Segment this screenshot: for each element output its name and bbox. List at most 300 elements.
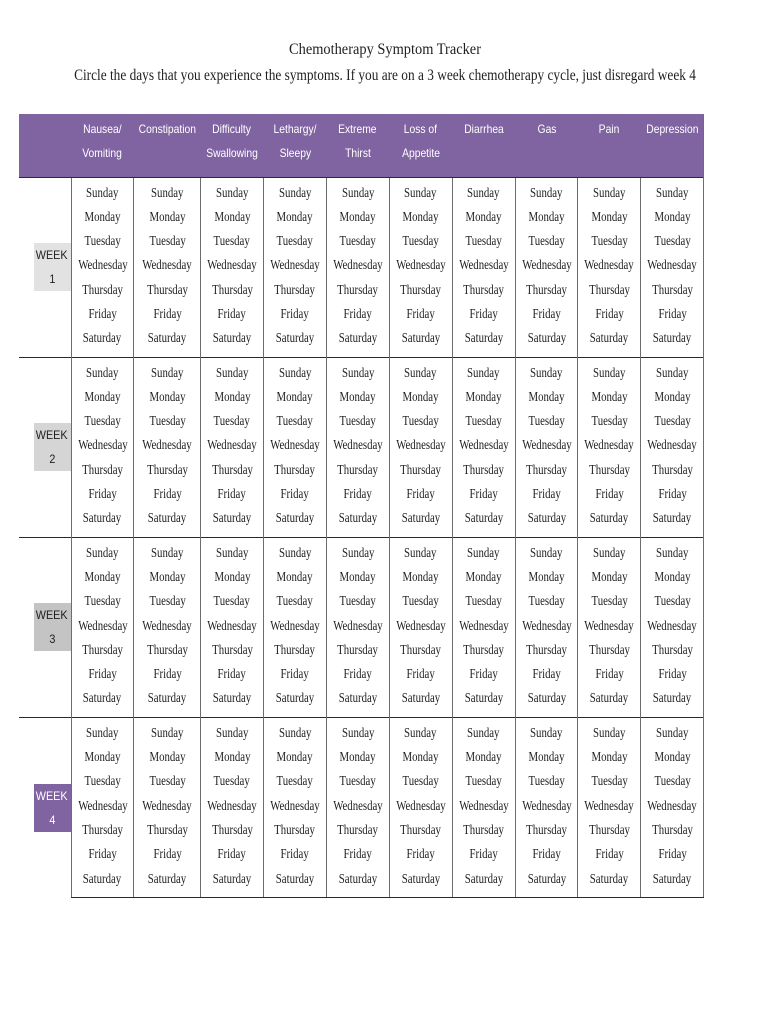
day-option[interactable]: Tuesday: [339, 233, 376, 249]
day-option[interactable]: Monday: [654, 208, 691, 224]
day-option[interactable]: Sunday: [593, 724, 626, 740]
day-option[interactable]: Saturday: [275, 330, 315, 346]
day-option[interactable]: Sunday: [593, 364, 626, 380]
day-option[interactable]: Wednesday: [647, 437, 698, 453]
day-option[interactable]: Saturday: [212, 330, 252, 346]
day-option[interactable]: Thursday: [526, 461, 567, 477]
day-option[interactable]: Thursday: [274, 281, 316, 297]
day-option[interactable]: Thursday: [526, 281, 567, 297]
day-option[interactable]: Friday: [469, 666, 498, 682]
day-cell: [641, 177, 704, 357]
day-option[interactable]: Wednesday: [521, 437, 572, 453]
day-option[interactable]: Monday: [84, 749, 121, 765]
day-option[interactable]: Wednesday: [584, 797, 635, 813]
day-cell: [134, 177, 201, 357]
day-option[interactable]: Tuesday: [528, 413, 565, 429]
day-option[interactable]: Sunday: [530, 364, 563, 380]
day-option[interactable]: Wednesday: [395, 797, 446, 813]
day-option[interactable]: Thursday: [211, 461, 253, 477]
day-option[interactable]: Thursday: [146, 821, 188, 837]
day-option[interactable]: Sunday: [467, 184, 500, 200]
day-option[interactable]: Tuesday: [276, 773, 314, 789]
day-option[interactable]: Monday: [591, 749, 628, 765]
day-option[interactable]: Sunday: [656, 364, 689, 380]
day-option[interactable]: Saturday: [401, 510, 440, 526]
day-option[interactable]: Thursday: [146, 641, 188, 657]
day-option[interactable]: Sunday: [341, 364, 375, 380]
day-option[interactable]: Friday: [469, 486, 498, 502]
day-option[interactable]: Saturday: [653, 330, 692, 346]
day-option[interactable]: Tuesday: [402, 773, 439, 789]
day-option[interactable]: Monday: [84, 388, 121, 404]
day-option[interactable]: Tuesday: [149, 593, 186, 609]
day-option[interactable]: Monday: [654, 568, 691, 584]
day-option[interactable]: Tuesday: [84, 413, 121, 429]
day-cell: [515, 717, 578, 897]
week-tab: [34, 784, 71, 832]
day-option[interactable]: Monday: [84, 208, 121, 224]
day-option[interactable]: Thursday: [211, 641, 253, 657]
day-option[interactable]: Tuesday: [213, 413, 251, 429]
day-option[interactable]: Wednesday: [647, 797, 698, 813]
day-option[interactable]: Monday: [276, 749, 313, 765]
day-option[interactable]: Thursday: [463, 641, 505, 657]
day-option[interactable]: Monday: [339, 208, 376, 224]
day-option[interactable]: Tuesday: [528, 773, 565, 789]
day-option[interactable]: Tuesday: [465, 233, 502, 249]
day-option[interactable]: Friday: [153, 846, 182, 862]
day-option[interactable]: Thursday: [588, 821, 630, 837]
day-option[interactable]: Wednesday: [458, 437, 509, 453]
day-option[interactable]: Friday: [153, 305, 182, 321]
day-option[interactable]: Sunday: [593, 544, 626, 560]
day-option[interactable]: Saturday: [401, 870, 440, 886]
day-option[interactable]: Friday: [153, 666, 182, 682]
day-option[interactable]: Monday: [339, 568, 376, 584]
symptom-header-line: Vomiting: [82, 146, 123, 160]
day-option[interactable]: Sunday: [215, 184, 249, 200]
day-option[interactable]: Monday: [654, 388, 691, 404]
day-option[interactable]: Wednesday: [647, 617, 698, 633]
day-option[interactable]: Sunday: [656, 544, 689, 560]
day-option[interactable]: Monday: [402, 388, 439, 404]
day-option[interactable]: Wednesday: [395, 437, 446, 453]
day-option[interactable]: Friday: [88, 305, 117, 321]
day-option[interactable]: Friday: [595, 486, 624, 502]
day-option[interactable]: Sunday: [86, 544, 119, 560]
day-option[interactable]: Wednesday: [142, 797, 192, 813]
day-option[interactable]: Wednesday: [458, 257, 509, 273]
day-option[interactable]: Thursday: [588, 461, 630, 477]
day-option[interactable]: Tuesday: [528, 593, 565, 609]
day-cell: [201, 357, 264, 537]
day-option[interactable]: Thursday: [274, 461, 316, 477]
day-option[interactable]: Wednesday: [270, 797, 320, 813]
day-option[interactable]: Wednesday: [458, 617, 509, 633]
day-option[interactable]: Tuesday: [276, 413, 314, 429]
day-option[interactable]: Tuesday: [149, 413, 186, 429]
day-option[interactable]: Tuesday: [84, 233, 121, 249]
day-option[interactable]: Friday: [217, 305, 247, 321]
day-option[interactable]: Tuesday: [339, 413, 376, 429]
day-option[interactable]: Thursday: [211, 281, 253, 297]
day-option[interactable]: Thursday: [146, 281, 188, 297]
day-option[interactable]: Tuesday: [654, 593, 691, 609]
day-option[interactable]: Thursday: [400, 281, 442, 297]
day-option[interactable]: Wednesday: [142, 437, 192, 453]
day-option[interactable]: Sunday: [215, 724, 249, 740]
day-cell: [264, 357, 327, 537]
day-option[interactable]: Thursday: [82, 281, 123, 297]
day-option[interactable]: Friday: [343, 666, 372, 682]
day-option[interactable]: Tuesday: [149, 233, 186, 249]
day-option[interactable]: Sunday: [215, 544, 249, 560]
day-option[interactable]: Tuesday: [213, 593, 251, 609]
day-option[interactable]: Saturday: [401, 330, 440, 346]
day-option[interactable]: Wednesday: [270, 437, 320, 453]
day-option[interactable]: Wednesday: [395, 617, 446, 633]
day-option[interactable]: Thursday: [651, 281, 693, 297]
day-option[interactable]: Sunday: [467, 364, 500, 380]
day-option[interactable]: Monday: [528, 568, 565, 584]
day-option[interactable]: Saturday: [275, 870, 315, 886]
day-option[interactable]: Thursday: [588, 281, 630, 297]
day-option[interactable]: Saturday: [653, 870, 692, 886]
day-option[interactable]: Thursday: [337, 641, 379, 657]
day-option[interactable]: Saturday: [527, 510, 566, 526]
day-option[interactable]: Tuesday: [591, 593, 628, 609]
day-option[interactable]: Saturday: [590, 690, 629, 706]
day-option[interactable]: Sunday: [86, 724, 119, 740]
day-option[interactable]: Friday: [217, 486, 247, 502]
day-cell: [326, 537, 389, 717]
day-option[interactable]: Sunday: [404, 184, 437, 200]
day-option[interactable]: Sunday: [278, 364, 312, 380]
day-option[interactable]: Thursday: [526, 821, 567, 837]
day-option[interactable]: Monday: [528, 749, 565, 765]
day-option[interactable]: Tuesday: [465, 773, 502, 789]
day-option[interactable]: Tuesday: [149, 773, 186, 789]
symptom-header-line: Depression: [645, 122, 699, 136]
day-option[interactable]: Saturday: [338, 330, 378, 346]
day-option[interactable]: Thursday: [588, 641, 630, 657]
day-option[interactable]: Tuesday: [528, 233, 565, 249]
day-option[interactable]: Friday: [532, 846, 561, 862]
day-option[interactable]: Monday: [84, 568, 121, 584]
day-option[interactable]: Thursday: [463, 821, 505, 837]
day-option[interactable]: Sunday: [278, 544, 312, 560]
day-option[interactable]: Wednesday: [207, 617, 257, 633]
day-option[interactable]: Thursday: [651, 641, 693, 657]
day-option[interactable]: Friday: [280, 666, 310, 682]
header-corner: [19, 114, 71, 177]
day-option[interactable]: Friday: [343, 846, 372, 862]
day-option[interactable]: Wednesday: [207, 257, 257, 273]
day-option[interactable]: Thursday: [400, 461, 442, 477]
day-option[interactable]: Thursday: [651, 821, 693, 837]
day-option[interactable]: Saturday: [590, 870, 629, 886]
day-option[interactable]: Monday: [465, 388, 502, 404]
day-option[interactable]: Thursday: [463, 461, 505, 477]
day-option[interactable]: Wednesday: [521, 617, 572, 633]
day-option[interactable]: Wednesday: [333, 797, 383, 813]
day-option[interactable]: Wednesday: [584, 617, 635, 633]
day-option[interactable]: Thursday: [463, 281, 505, 297]
day-option[interactable]: Wednesday: [584, 437, 635, 453]
day-option[interactable]: Wednesday: [77, 617, 128, 633]
day-option[interactable]: Friday: [406, 846, 435, 862]
day-option[interactable]: Monday: [591, 388, 628, 404]
day-option[interactable]: Friday: [88, 666, 117, 682]
day-option[interactable]: Saturday: [527, 330, 566, 346]
day-option[interactable]: Monday: [402, 568, 439, 584]
day-option[interactable]: Wednesday: [333, 617, 383, 633]
day-option[interactable]: Saturday: [212, 690, 252, 706]
day-option[interactable]: Tuesday: [654, 413, 691, 429]
day-option[interactable]: Monday: [149, 749, 186, 765]
day-option[interactable]: Friday: [88, 486, 117, 502]
day-option[interactable]: Sunday: [404, 544, 437, 560]
day-option[interactable]: Tuesday: [591, 773, 628, 789]
day-option[interactable]: Thursday: [337, 461, 379, 477]
day-option[interactable]: Friday: [406, 666, 435, 682]
day-option[interactable]: Thursday: [651, 461, 693, 477]
day-option[interactable]: Friday: [595, 305, 624, 321]
day-option[interactable]: Sunday: [151, 184, 184, 200]
day-option[interactable]: Sunday: [656, 724, 689, 740]
day-option[interactable]: Sunday: [86, 364, 119, 380]
day-option[interactable]: Saturday: [464, 870, 503, 886]
day-option[interactable]: Friday: [595, 846, 624, 862]
day-option[interactable]: Friday: [658, 666, 687, 682]
day-option[interactable]: Saturday: [653, 690, 692, 706]
day-option[interactable]: Sunday: [467, 544, 500, 560]
day-option[interactable]: Friday: [469, 846, 498, 862]
day-option[interactable]: Friday: [280, 305, 310, 321]
day-option[interactable]: Wednesday: [458, 797, 509, 813]
day-option[interactable]: Wednesday: [77, 257, 128, 273]
day-option[interactable]: Sunday: [341, 184, 375, 200]
day-option[interactable]: Tuesday: [402, 413, 439, 429]
day-option[interactable]: Thursday: [337, 821, 379, 837]
day-option[interactable]: Saturday: [148, 330, 187, 346]
day-option[interactable]: Sunday: [593, 184, 626, 200]
day-option[interactable]: Monday: [214, 388, 251, 404]
day-option[interactable]: Saturday: [83, 510, 122, 526]
day-option[interactable]: Tuesday: [84, 593, 121, 609]
day-option[interactable]: Monday: [465, 749, 502, 765]
day-option[interactable]: Saturday: [275, 510, 315, 526]
day-option[interactable]: Wednesday: [270, 257, 320, 273]
day-option[interactable]: Friday: [343, 305, 372, 321]
day-cell: [452, 177, 515, 357]
day-option[interactable]: Monday: [149, 388, 186, 404]
day-option[interactable]: Wednesday: [142, 257, 192, 273]
symptom-header: [389, 114, 452, 177]
day-option[interactable]: Sunday: [530, 544, 563, 560]
day-option[interactable]: Saturday: [590, 510, 629, 526]
day-option[interactable]: Saturday: [527, 690, 566, 706]
day-option[interactable]: Monday: [214, 208, 251, 224]
day-option[interactable]: Friday: [532, 305, 561, 321]
day-option[interactable]: Sunday: [151, 544, 184, 560]
day-option[interactable]: Wednesday: [521, 797, 572, 813]
day-option[interactable]: Tuesday: [276, 233, 314, 249]
day-option[interactable]: Tuesday: [276, 593, 314, 609]
day-option[interactable]: Friday: [406, 305, 435, 321]
day-option[interactable]: Wednesday: [584, 257, 635, 273]
day-option[interactable]: Sunday: [151, 364, 184, 380]
day-option[interactable]: Monday: [402, 749, 439, 765]
day-option[interactable]: Friday: [88, 846, 117, 862]
day-option[interactable]: Sunday: [530, 184, 563, 200]
day-option[interactable]: Sunday: [278, 184, 312, 200]
day-option[interactable]: Monday: [276, 208, 313, 224]
day-option[interactable]: Saturday: [148, 870, 187, 886]
day-option[interactable]: Monday: [149, 208, 186, 224]
day-option[interactable]: Wednesday: [270, 617, 320, 633]
day-option[interactable]: Monday: [528, 388, 565, 404]
day-option[interactable]: Wednesday: [207, 797, 257, 813]
day-option[interactable]: Thursday: [400, 821, 442, 837]
day-option[interactable]: Friday: [217, 846, 247, 862]
day-option[interactable]: Friday: [532, 486, 561, 502]
symptom-header-line: Nausea/: [83, 122, 122, 136]
day-option[interactable]: Thursday: [274, 641, 316, 657]
day-option[interactable]: Friday: [658, 846, 687, 862]
day-option[interactable]: Friday: [658, 305, 687, 321]
day-option[interactable]: Monday: [339, 388, 376, 404]
day-option[interactable]: Thursday: [211, 821, 253, 837]
day-option[interactable]: Thursday: [146, 461, 188, 477]
day-option[interactable]: Tuesday: [654, 773, 691, 789]
day-option[interactable]: Sunday: [215, 364, 249, 380]
day-cell: [389, 537, 452, 717]
day-option[interactable]: Saturday: [148, 510, 187, 526]
day-option[interactable]: Thursday: [82, 821, 123, 837]
day-option[interactable]: Sunday: [341, 544, 375, 560]
day-option[interactable]: Tuesday: [654, 233, 691, 249]
day-option[interactable]: Saturday: [401, 690, 440, 706]
day-option[interactable]: Tuesday: [465, 413, 502, 429]
day-option[interactable]: Saturday: [464, 510, 503, 526]
page-title: Chemotherapy Symptom Tracker: [289, 41, 481, 58]
day-option[interactable]: Wednesday: [647, 257, 698, 273]
day-option[interactable]: Saturday: [275, 690, 315, 706]
day-option[interactable]: Thursday: [274, 821, 316, 837]
day-option[interactable]: Friday: [153, 486, 182, 502]
day-option[interactable]: Monday: [654, 749, 691, 765]
day-option[interactable]: Sunday: [151, 724, 184, 740]
day-option[interactable]: Friday: [469, 305, 498, 321]
day-option[interactable]: Monday: [276, 388, 313, 404]
day-option[interactable]: Monday: [339, 749, 376, 765]
day-option[interactable]: Sunday: [86, 184, 119, 200]
day-option[interactable]: Thursday: [337, 281, 379, 297]
day-option[interactable]: Sunday: [656, 184, 689, 200]
day-option[interactable]: Tuesday: [213, 773, 251, 789]
day-option[interactable]: Saturday: [653, 510, 692, 526]
day-option[interactable]: Saturday: [83, 330, 122, 346]
day-option[interactable]: Wednesday: [207, 437, 257, 453]
day-option[interactable]: Wednesday: [521, 257, 572, 273]
day-option[interactable]: Saturday: [212, 870, 252, 886]
day-option[interactable]: Tuesday: [591, 413, 628, 429]
day-option[interactable]: Sunday: [404, 724, 437, 740]
day-option[interactable]: Tuesday: [465, 593, 502, 609]
day-option[interactable]: Friday: [658, 486, 687, 502]
day-option[interactable]: Wednesday: [77, 437, 128, 453]
day-option[interactable]: Monday: [465, 208, 502, 224]
day-option[interactable]: Friday: [343, 486, 372, 502]
day-option[interactable]: Friday: [280, 846, 310, 862]
symptom-header-line: Loss of: [404, 122, 438, 136]
day-option[interactable]: Tuesday: [591, 233, 628, 249]
day-option[interactable]: Saturday: [338, 870, 378, 886]
day-option[interactable]: Sunday: [467, 724, 500, 740]
day-option[interactable]: Saturday: [83, 870, 122, 886]
day-option[interactable]: Tuesday: [213, 233, 251, 249]
day-option[interactable]: Saturday: [148, 690, 187, 706]
day-option[interactable]: Friday: [406, 486, 435, 502]
day-option[interactable]: Tuesday: [84, 773, 121, 789]
day-option[interactable]: Thursday: [82, 461, 123, 477]
day-option[interactable]: Monday: [214, 749, 251, 765]
day-option[interactable]: Saturday: [464, 330, 503, 346]
day-option[interactable]: Saturday: [338, 690, 378, 706]
day-option[interactable]: Friday: [595, 666, 624, 682]
day-option[interactable]: Friday: [532, 666, 561, 682]
day-option[interactable]: Wednesday: [142, 617, 192, 633]
day-option[interactable]: Sunday: [530, 724, 563, 740]
day-option[interactable]: Thursday: [400, 641, 442, 657]
day-option[interactable]: Saturday: [83, 690, 122, 706]
day-option[interactable]: Tuesday: [402, 233, 439, 249]
day-cell: [578, 177, 641, 357]
day-option[interactable]: Monday: [214, 568, 251, 584]
day-option[interactable]: Saturday: [212, 510, 252, 526]
day-option[interactable]: Monday: [149, 568, 186, 584]
day-option[interactable]: Tuesday: [339, 773, 376, 789]
day-option[interactable]: Monday: [591, 568, 628, 584]
day-option[interactable]: Wednesday: [395, 257, 446, 273]
day-option[interactable]: Thursday: [82, 641, 123, 657]
day-option[interactable]: Saturday: [527, 870, 566, 886]
day-option[interactable]: Tuesday: [402, 593, 439, 609]
day-option[interactable]: Sunday: [341, 724, 375, 740]
day-cell: [134, 717, 201, 897]
day-option[interactable]: Saturday: [338, 510, 378, 526]
day-option[interactable]: Friday: [280, 486, 310, 502]
day-option[interactable]: Saturday: [464, 690, 503, 706]
week-number: 1: [48, 272, 56, 287]
day-cell: [515, 357, 578, 537]
day-option[interactable]: Wednesday: [333, 437, 383, 453]
day-option[interactable]: Monday: [591, 208, 628, 224]
day-option[interactable]: Monday: [528, 208, 565, 224]
day-option[interactable]: Sunday: [278, 724, 312, 740]
day-option[interactable]: Friday: [217, 666, 247, 682]
day-option[interactable]: Sunday: [404, 364, 437, 380]
day-option[interactable]: Tuesday: [339, 593, 376, 609]
day-option[interactable]: Saturday: [590, 330, 629, 346]
day-option[interactable]: Monday: [465, 568, 502, 584]
day-option[interactable]: Wednesday: [333, 257, 383, 273]
day-option[interactable]: Wednesday: [77, 797, 128, 813]
day-option[interactable]: Monday: [402, 208, 439, 224]
day-option[interactable]: Monday: [276, 568, 313, 584]
day-option[interactable]: Thursday: [526, 641, 567, 657]
